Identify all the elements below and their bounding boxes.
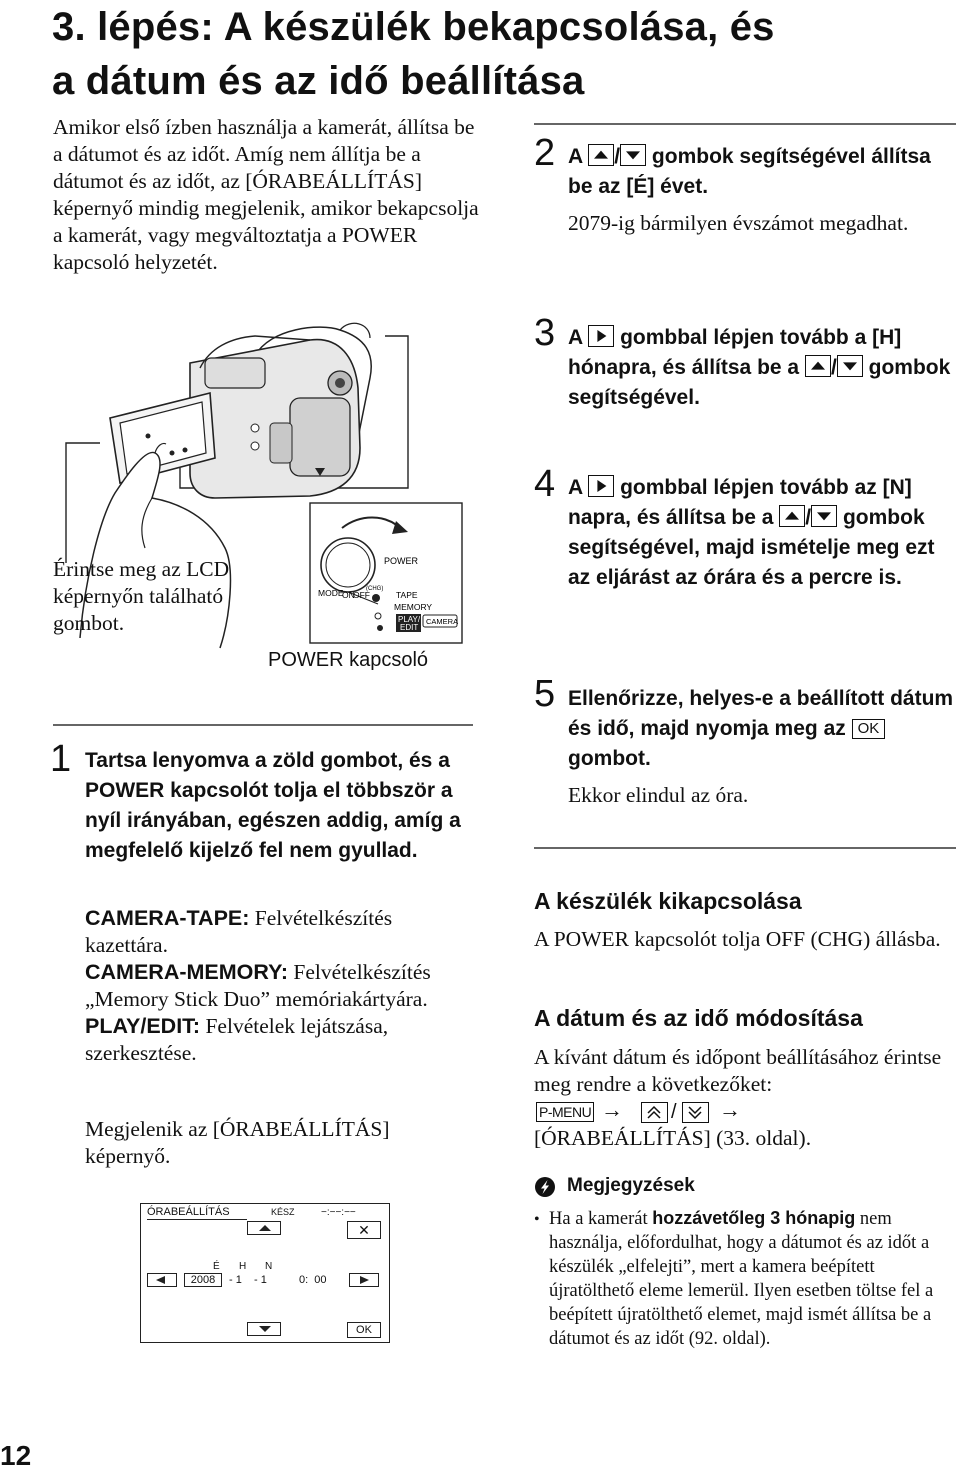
mode-text: Felvételkészítés „Memory Stick Duo” memóriakártyára.	[85, 960, 431, 1011]
p-menu-button-icon: P-MENU	[536, 1102, 594, 1122]
step2-body: 2079-ig bármilyen évszámot megadhat.	[568, 211, 909, 235]
modify-target: [ÓRABEÁLLÍTÁS] (33. oldal).	[534, 1126, 812, 1150]
notes-heading: Megjegyzések	[567, 1175, 695, 1196]
clock-set-title: ÓRABEÁLLÍTÁS	[147, 1206, 230, 1218]
mode-camera-memory	[85, 959, 470, 1013]
intro-paragraph: Amikor első ízben használja a kamerát, állítsa be a dátumot és az időt. Amíg nem állítja be a dátumot és az időt, az [ÓRABEÁLLÍTÁS] képernyő mindig megjelenik, amikor bekapcsolja a kamerát, vagy megváltoztatja a POWER kapcsoló helyzetét.	[53, 115, 479, 274]
step2-heading	[568, 142, 958, 202]
ok-button[interactable]: OK	[347, 1322, 381, 1338]
down-button-icon	[620, 144, 646, 166]
step3-heading	[568, 323, 958, 413]
step5-heading	[568, 684, 958, 774]
path-sep: /	[671, 1101, 677, 1123]
right-button-icon	[588, 475, 614, 497]
step2-heading-post: gombok segítségével állítsa be az [É] évet.	[568, 145, 931, 198]
close-button[interactable]: ✕	[347, 1221, 381, 1239]
switch-label-chg: (CHG)	[366, 586, 384, 592]
clock-set-time: −:−−:−−	[321, 1207, 356, 1218]
up-button-icon	[588, 144, 614, 166]
down-button[interactable]	[247, 1322, 281, 1336]
step4-heading	[568, 473, 958, 593]
switch-label-mode: MODE	[318, 588, 344, 598]
clock-set-status: KÉSZ	[271, 1207, 295, 1217]
switch-label-edit: EDIT	[400, 623, 419, 632]
modify-heading: A dátum és az idő módosítása	[534, 1005, 863, 1031]
page-up-button-icon	[641, 1102, 668, 1123]
note-bullet: •	[534, 1211, 540, 1228]
section-rule	[534, 847, 956, 849]
step1-modes	[85, 905, 470, 1067]
mode-label: CAMERA-TAPE:	[85, 906, 250, 930]
left-arrow-icon	[156, 1276, 165, 1284]
page-title	[52, 0, 952, 108]
left-button[interactable]	[147, 1273, 177, 1287]
step5-heading-pre: Ellenőrizze, helyes-e a beállított dátum és idő, majd nyomja meg az	[568, 687, 954, 740]
step2-heading-sep: /	[614, 145, 621, 168]
right-button[interactable]	[349, 1273, 379, 1287]
step5-body: Ekkor elindul az óra.	[568, 783, 749, 807]
step3-number: 3	[534, 312, 556, 354]
modify-body: A kívánt dátum és időpont beállításához érintse meg rendre a következőket:	[534, 1045, 942, 1096]
note-text	[549, 1206, 954, 1351]
month-field[interactable]: - 1	[229, 1274, 242, 1286]
step1-heading: Tartsa lenyomva a zöld gombot, és a POWER kapcsolót tolja el többször a nyíl irányában, egészen addig, amíg a megfelelő kijelző fel nem gyullad.	[85, 749, 461, 862]
down-button-icon	[811, 505, 837, 527]
page-down-button-icon	[682, 1102, 709, 1123]
up-button[interactable]	[247, 1221, 281, 1235]
switch-label-on: ON	[342, 590, 355, 600]
touch-caption: Érintse meg az LCD képernyőn található gombot.	[53, 557, 230, 635]
switch-label-play: PLAY/	[398, 615, 421, 624]
step2-heading-pre: A	[568, 145, 589, 168]
switch-label-power: POWER	[384, 556, 419, 566]
mode-play-edit	[85, 1013, 470, 1067]
step4-number: 4	[534, 463, 556, 505]
column-day: N	[265, 1261, 273, 1272]
mode-camera-tape	[85, 905, 470, 959]
power-switch-caption: POWER kapcsoló	[268, 649, 429, 671]
step4-heading-sep: /	[805, 506, 812, 529]
clock-field[interactable]: 0: 00	[299, 1274, 327, 1286]
right-button-icon	[588, 325, 614, 347]
down-button-icon	[837, 355, 863, 377]
down-arrow-icon	[259, 1326, 271, 1332]
clock-set-screen	[140, 1203, 390, 1343]
step1-result: Megjelenik az [ÓRABEÁLLÍTÁS] képernyő.	[85, 1117, 390, 1168]
mode-text: Felvételek lejátszása, szerkesztése.	[85, 1014, 389, 1065]
switch-label-camera: CAMERA	[426, 617, 459, 626]
mode-label: CAMERA-MEMORY:	[85, 960, 289, 984]
step1-number: 1	[50, 738, 72, 780]
power-off-body: A POWER kapcsolót tolja OFF (CHG) állásba.	[534, 927, 941, 951]
step3-heading-mid: gombbal lépjen tovább a [H] hónapra, és állítsa be a	[568, 326, 902, 379]
mode-text: Felvételkészítés kazettára.	[85, 906, 393, 957]
step4-heading-pre: A	[568, 476, 589, 499]
up-arrow-icon	[259, 1225, 271, 1231]
modify-path	[534, 1097, 954, 1127]
year-field[interactable]: 2008	[184, 1273, 222, 1287]
column-month: H	[239, 1261, 247, 1272]
step1-rule	[53, 724, 473, 726]
step5-heading-post: gombot.	[568, 747, 651, 770]
mode-label: PLAY/EDIT:	[85, 1014, 201, 1038]
column-year: É	[213, 1261, 220, 1272]
step3-heading-post: gombok segítségével.	[568, 356, 951, 409]
note-text-pre: Ha a kamerát	[549, 1209, 653, 1229]
step5-number: 5	[534, 673, 556, 715]
switch-label-tape: TAPE	[396, 590, 418, 600]
ok-button-icon: OK	[852, 719, 886, 739]
switch-label-memory: MEMORY	[394, 602, 433, 612]
page-title-line-2: a dátum és az idő beállítása	[52, 59, 585, 103]
up-button-icon	[779, 505, 805, 527]
day-field[interactable]: - 1	[254, 1274, 267, 1286]
step4-heading-post: gombok segítségével, majd ismételje meg ezt az eljárást az órára és a percre is.	[568, 506, 935, 589]
note-text-post: nem használja, előfordulhat, hogy a dátumot és az időt a készülék „elfelejti”, mert a kamera beépített újratölthető eleme lemerül. Ilyen esetben töltse fel a beépített újratölthető elemet, majd ismét állítsa be a dátumot és az időt (92. oldal).	[549, 1209, 934, 1349]
note-text-bold: hozzávetőleg 3 hónapig	[652, 1208, 856, 1228]
step4-heading-mid: gombbal lépjen tovább az [N] napra, és állítsa be a	[568, 476, 912, 529]
page-title-line-1: 3. lépés: A készülék bekapcsolása, és	[52, 5, 775, 49]
power-off-heading: A készülék kikapcsolása	[534, 888, 802, 914]
page-number: 12	[0, 1440, 32, 1471]
step3-heading-sep: /	[830, 356, 837, 379]
step3-heading-pre: A	[568, 326, 589, 349]
step2-number: 2	[534, 132, 556, 174]
note-icon	[534, 1176, 558, 1200]
arrow-icon: →	[601, 1097, 623, 1122]
up-button-icon	[805, 355, 831, 377]
step2-rule	[534, 123, 956, 125]
right-arrow-icon	[360, 1276, 369, 1284]
arrow-icon: →	[719, 1097, 741, 1122]
switch-label-off: OFF	[353, 590, 370, 600]
